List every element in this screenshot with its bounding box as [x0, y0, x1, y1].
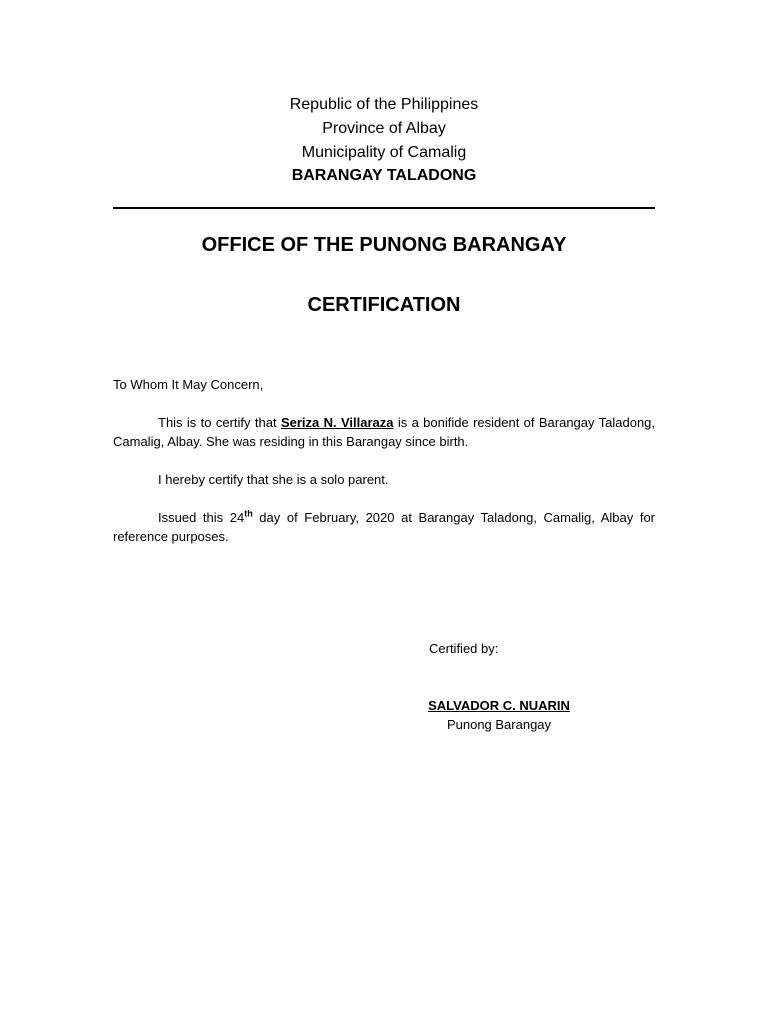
document-title: CERTIFICATION — [307, 294, 461, 316]
signatory-position: Punong Barangay — [446, 717, 552, 732]
salutation: To Whom It May Concern, — [113, 377, 264, 392]
certified-by-label: Certified by: — [429, 641, 499, 656]
para1-before: This is to certify that — [158, 415, 281, 430]
para3-before: Issued this 24 — [158, 510, 245, 525]
header-republic: Republic of the Philippines — [289, 96, 479, 113]
signatory-name: SALVADOR C. NUARIN — [428, 698, 570, 713]
resident-name: Seriza N. Villaraza — [280, 415, 394, 430]
paragraph-residency — [113, 413, 655, 451]
header-municipality: Municipality of Camalig — [301, 144, 467, 161]
para3-after: day of February, 2020 at Barangay Taladong, Camalig, Albay for reference purposes. — [113, 510, 655, 544]
paragraph-issued — [113, 508, 655, 546]
para2-text: I hereby certify that she is a solo parent. — [158, 472, 389, 487]
day-ordinal-suffix: th — [244, 508, 253, 519]
header-divider — [113, 207, 655, 209]
para1-after: is a bonifide resident of Barangay Taladong, Camalig, Albay. She was residing in this Barangay since birth. — [113, 415, 656, 449]
paragraph-solo-parent — [113, 470, 655, 489]
office-title: OFFICE OF THE PUNONG BARANGAY — [201, 234, 567, 256]
header-province: Province of Albay — [322, 120, 446, 137]
header-barangay: BARANGAY TALADONG — [291, 167, 477, 184]
